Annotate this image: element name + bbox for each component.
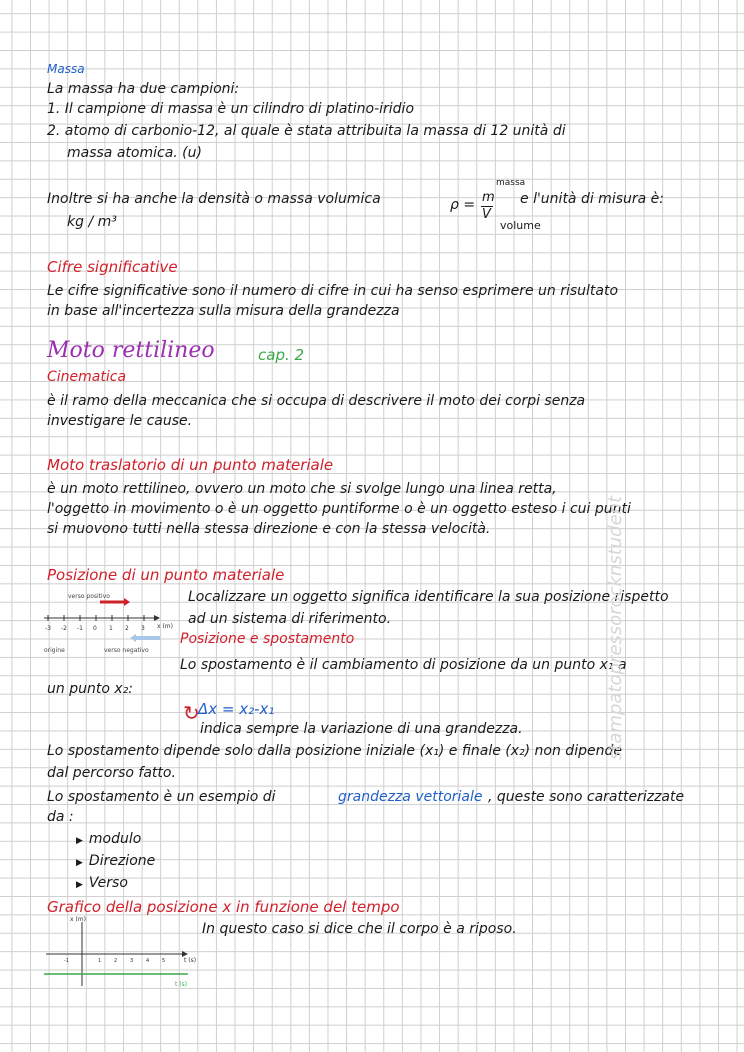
list-item: ▶ Verso [76,874,128,894]
axis-tick-label: 1 [109,625,113,632]
text-line: dal percorso fatto. [47,765,176,781]
formula-label-volume: volume [500,219,541,232]
graph-tick-label: 3 [130,958,134,964]
axis-tick-label: 2 [125,625,129,632]
section-title-traslatorio: Moto traslatorio di un punto materiale [47,456,334,474]
text-line: in base all'incertezza sulla misura della grandezza [47,303,400,319]
text-line: kg / m³ [67,214,117,230]
text-line: investigare le cause. [47,413,193,429]
axis-tick-label: -2 [61,625,67,632]
formula-density-lhs: ρ = [450,197,476,213]
section-title-massa: Massa [47,62,85,76]
text-line: l'oggetto in movimento o è un oggetto puntiforme o è un oggetto esteso i cui punti [47,501,631,517]
graph-tick-label: 5 [162,958,166,964]
text-line: è un moto rettilineo, ovvero un moto che si svolge lungo una linea retta, [47,481,557,497]
chapter-number: cap. 2 [258,346,305,364]
formula-displacement: Δx = x₂-x₁ [198,700,275,718]
axis-tick-label: -1 [77,625,83,632]
watermark: stampatopressorocknstudent [605,495,626,760]
graph-tick-label: -1 [64,958,69,964]
vector-quantity-term: grandezza vettoriale [338,789,483,805]
graph-ticks [64,958,165,964]
text-line: , queste sono caratterizzate [488,789,685,805]
text-line: massa atomica. (u) [67,145,202,161]
chapter-title: Moto rettilineo [47,338,215,363]
text-line: Lo spostamento è un esempio di [47,789,276,805]
text-line: si muovono tutti nella stessa direzione e con la stessa velocità. [47,521,491,537]
graph-tick-label: 1 [98,958,102,964]
position-time-graph [42,914,197,990]
axis-neg-label: verso negativo [104,647,149,654]
text-line: un punto x₂: [47,681,133,697]
axis-diagram [42,588,177,654]
section-title-grafico: Grafico della posizione x in funzione del tempo [47,898,400,916]
graph-tick-label: 2 [114,958,118,964]
text-line: Lo spostamento è il cambiamento di posizione da un punto x₁ a [180,657,627,673]
list-item: ▶ modulo [76,830,141,850]
text-line: 1. Il campione di massa è un cilindro di platino-iridio [47,101,415,117]
axis-tick-label: 3 [141,625,145,632]
formula-m: m [482,190,495,205]
graph-x-label: t (s) [184,957,197,964]
graph-x-label-2: t (s) [175,981,188,988]
graph-y-label: x (m) [70,916,86,923]
graph-tick-label: 4 [146,958,150,964]
text-line: Le cifre significative sono il numero di cifre in cui ha senso esprimere un risultato [47,283,619,299]
axis-pos-label: verso positivo [68,593,110,600]
text-line: 2. atomo di carbonio-12, al quale è stata attribuita la massa di 12 unità di [47,123,566,139]
text-line: indica sempre la variazione di una grandezza. [200,721,523,737]
axis-origin-label: origine [44,647,65,654]
text-line: e l'unità di misura è: [520,191,664,207]
text-line: Inoltre si ha anche la densità o massa volumica [47,191,381,207]
text-line: è il ramo della meccanica che si occupa di descrivere il moto dei corpi senza [47,393,586,409]
section-title-cinematica: Cinematica [47,369,127,385]
negative-arrowhead-icon [130,634,136,642]
axis-unit: x (m) [157,623,173,630]
text-line: Lo spostamento dipende solo dalla posizione iniziale (x₁) e finale (x₂) non dipende [47,743,622,759]
list-item: ▶ Direzione [76,852,155,872]
curved-arrow-icon: ↻ [183,701,200,725]
formula-label-massa: massa [496,178,526,188]
axis-tick-label: 0 [93,625,97,632]
section-title-posizione: Posizione di un punto materiale [47,566,285,584]
text-line: da : [47,809,74,825]
axis-tick-label: -3 [45,625,51,632]
formula-v: V [482,207,491,222]
text-line: Localizzare un oggetto significa identificare la sua posizione rispetto [188,589,669,605]
text-line: ad un sistema di riferimento. [188,611,392,627]
subsection-title-spostamento: Posizione e spostamento [180,631,355,647]
text-line: La massa ha due campioni: [47,81,240,97]
axis-arrow-icon [154,615,160,621]
positive-arrowhead-icon [124,598,130,606]
section-title-cifre: Cifre significative [47,258,178,276]
text-line: In questo caso si dice che il corpo è a riposo. [202,921,517,937]
